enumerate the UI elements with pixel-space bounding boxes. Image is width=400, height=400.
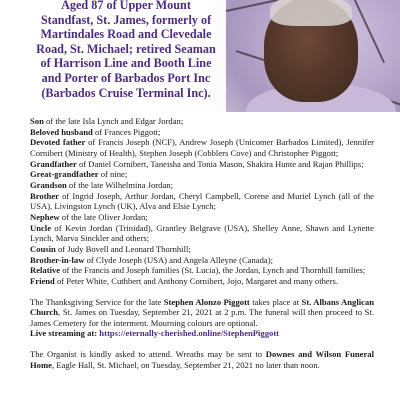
relation-entry: Grandfather of Daniel Cornibert, Taneisha and Tonia Mason, Shakira Hunte and Rajan Phillips; (30, 158, 364, 169)
header-line: of Harrison Line and Booth Line (40, 56, 212, 71)
header-intro (10, 0, 242, 100)
header-line: Road, St. Michael; retired Seaman (36, 41, 216, 56)
relation-entry: Great-grandfather of nine; (30, 169, 128, 180)
header-line: Aged 87 of Upper Mount (61, 0, 191, 12)
live-stream-line: Live streaming at: https://eternally-cherished.online/StephenPiggott (30, 328, 280, 339)
portrait-photo (226, 0, 400, 112)
relation-entry: Devoted father of Francis Joseph (NCF), Andrew Joseph (Unicomer Barbados Limited), Jennifer Cornibert (Ministry of Health), Stephen Joseph (Cobblers Cove) and Christopher Piggott; (30, 137, 374, 158)
church-name: St. Albans Anglican Church (30, 296, 374, 318)
obituary-header (0, 0, 400, 112)
relation-entry: Friend of Peter White, Cuthbert and Anthony Cornibert, Jojo, Margaret and many others. (30, 275, 339, 286)
relation-entry: Uncle of Kevin Jordan (Trinidad), Grantley Belgrave (USA), Shelley Anne, Shawn and Lynette Lynch, Marva Sinckler and others; (30, 222, 374, 244)
header-line: Standfast, St. James, formerly of (40, 12, 212, 27)
relation-entry: Nephew of the late Oliver Jordan; (30, 211, 148, 222)
wreaths-notice: The Organist is kindly asked to attend. Wreaths may be sent to Downes and Wilson Funeral Home, Eagle Hall, St. Michael, on Tuesday, September 21, 2021 no later than noon. (30, 349, 374, 370)
live-stream-link[interactable]: https://eternally-cherished.online/StephenPiggott (99, 328, 280, 339)
header-line: (Barbados Cruise Terminal Inc). (41, 85, 211, 100)
obituary-body (30, 116, 374, 370)
header-line: Martindales Road and Clevedale (40, 27, 212, 42)
relation-entry: Relative of the Francis and Joseph families (St. Lucia), the Jordan, Lynch and Thornhill families; (30, 265, 366, 276)
relation-entry: Brother of Ingrid Joseph, Arthur Jordan, Cheryl Campbell, Corene and Muriel Lynch (all of the USA), Livingston Lynch (UK), Alva and Elsie Lynch; (30, 190, 374, 212)
funeral-home-name: Downes and Wilson Funeral Home (30, 349, 374, 370)
relation-entry: Son of the late Isla Lynch and Edgar Jordan; (30, 116, 184, 126)
relation-entry: Brother-in-law of Clyde Joseph (USA) and Angela Alleyne (Canada); (30, 254, 273, 265)
relation-entry: Cousin of Judy Bovell and Leonard Thornhill; (30, 243, 191, 254)
header-line: and Porter of Barbados Port Inc (41, 70, 211, 85)
relation-entry: Beloved husband of Frances Piggott; (30, 126, 161, 137)
relation-entry: Grandson of the late Wilhelmina Jordan; (30, 179, 173, 190)
deceased-name: Stephen Alonzo Piggott (163, 296, 250, 307)
service-announcement: The Thanksgiving Service for the late Stephen Alonzo Piggott takes place at St. Albans Anglican Church, St. James on Tuesday, September 21, 2021 at 2 p.m. The funeral will then proceed to St. James Cemetery for the interment. Mourning colours are optional. (30, 296, 374, 328)
